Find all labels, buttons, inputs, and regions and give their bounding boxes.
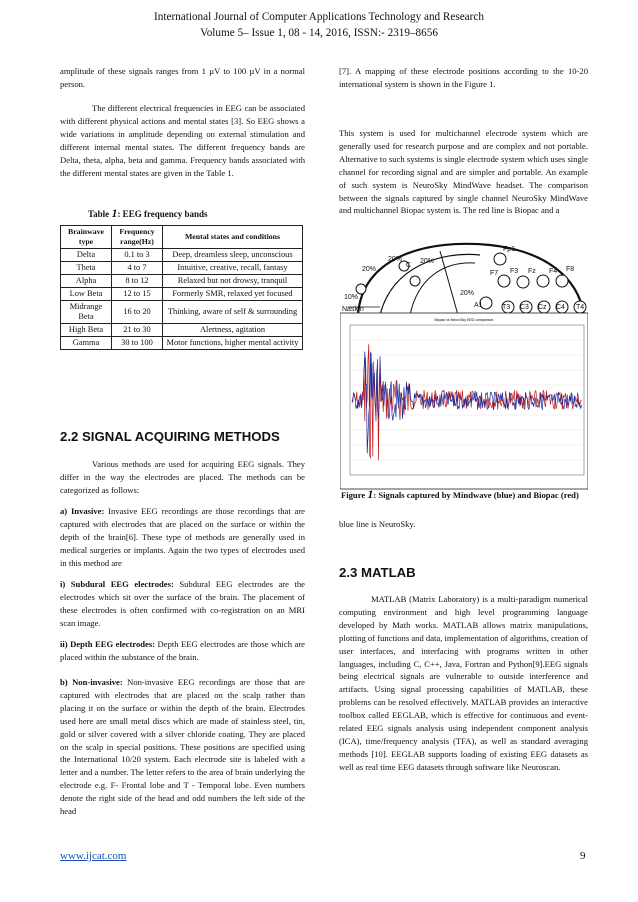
cell-type: Midrange Beta (61, 301, 112, 324)
right-para-3: blue line is NeuroSky. (339, 519, 416, 529)
cell-states: Motor functions, higher mental activity (163, 337, 303, 350)
table-row (61, 301, 303, 324)
head-label: C4 (556, 304, 565, 311)
table-row (61, 275, 303, 288)
cell-states: Deep, dreamless sleep, unconscious (163, 249, 303, 262)
table-row (61, 324, 303, 337)
journal-title: International Journal of Computer Applications Technology and Research (154, 11, 484, 23)
left-para-invasive: a) Invasive: Invasive EEG recordings are those recordings that are captured with electrodes that are placed on the surface or within the depth of the brain[6]. These type of methods are generally used in medical surgeries or implants. Again the two types of electrodes used in this method are (60, 506, 306, 568)
cell-freq: 16 to 20 (112, 301, 163, 324)
cell-states: Formerly SMR, relaxed yet focused (163, 288, 303, 301)
cell-freq: 12 to 15 (112, 288, 163, 301)
col-header-freq: Frequency range(Hz) (112, 226, 163, 249)
noninvasive-lead: b) Non-invasive: (60, 677, 123, 687)
cell-freq: 21 to 30 (112, 324, 163, 337)
table-caption: Table 1: EEG frequency bands (88, 206, 208, 220)
head-label: F7 (490, 270, 499, 277)
invasive-lead: a) Invasive: (60, 506, 105, 516)
head-label: 20% (460, 290, 475, 297)
cell-type: Delta (61, 249, 112, 262)
head-label: Nasion (342, 306, 364, 313)
head-label: Fz (528, 268, 536, 275)
table-row (61, 288, 303, 301)
section-heading-2-2: 2.2 SIGNAL ACQUIRING METHODS (60, 429, 280, 444)
plot-title: Biopac vs NeuroSky EEG comparison (434, 318, 494, 322)
cell-states: Intuitive, creative, recall, fantasy (163, 262, 303, 275)
table-row (61, 262, 303, 275)
page-number: 9 (580, 850, 586, 862)
eeg-bands-table (60, 225, 303, 350)
right-para-matlab: MATLAB (Matrix Laboratory) is a multi-paradigm numerical computing environment and high level programming language developed by Math works. MATLAB allows matrix manipulations, plotting of functions and data, implementation of algorithms, creation of user interfaces, and interfacing with programs written in other languages, including C, C++, Java, Fortran and Python[9].EEG signals being electrical signals are vulnerable to outside interference and artifacts. Using signal processing capabilities of MATLAB, these problems can be resolved effectively. MATLAB provides an interactive toolbox called EEGLAB, which is effective for continuous and event-related EEG signals analysis using independent component analysis (ICA), time/frequency analysis (TFA), as well as standard averaging methods [10]. EEGLAB supports loading of existing EEG datasets as well as real time EEG datasets through software like Neuroscan. (339, 594, 588, 772)
left-para-1: amplitude of these signals ranges from 1 µV to 100 µV in a normal person. (60, 66, 305, 89)
cell-freq: 8 to 12 (112, 275, 163, 288)
table-row (61, 249, 303, 262)
figure-1-graphic (340, 237, 588, 515)
head-label: Cz (538, 304, 547, 311)
cell-type: Gamma (61, 337, 112, 350)
head-label: F8 (566, 266, 575, 273)
left-para-noninvasive: b) Non-invasive: Non-invasive EEG recordings are those that are captured with electrodes that are placed on the scalp rather than placing it on the surface or within the depth of the brain. Electrodes used here are small metal discs which are made of stainless steel, tin, gold or silver covered with a silver chloride coating. They are placed on the scalp in special positions. These positions are specified using the International 10/20 system. Each electrode site is labeled with a letter and a number. The letter refers to the area of brain underlying the electrode e.g. F- Frontal lobe and T - Temporal lobe. Even numbers denote the right side of the head and odd numbers the left side of the head (60, 677, 305, 817)
left-para-2: The different electrical frequencies in EEG can be associated with different physical actions and mental states [3]. So EEG shows a wide variations in amplitude depending on external stimulation and different internal mental states. The different frequency bands are Delta, theta, alpha, beta and gamma. Frequency bands associated with the different mental states are given in the Table 1. (60, 103, 305, 178)
cell-states: Thinking, aware of self & surrounding (163, 301, 303, 324)
left-para-subdural: i) Subdural EEG electrodes: Subdural EEG electrodes are the electrodes which sit over the surface of the brain. The placement of these electrodes is often confirmed with co-registration on an MRI scan image. (60, 579, 305, 628)
section-heading-2-3: 2.3 MATLAB (339, 565, 416, 580)
journal-website-link[interactable]: www.ijcat.com (60, 850, 127, 862)
col-header-type: Brainwave type (61, 226, 112, 249)
head-label: C3 (520, 304, 529, 311)
electrode-head-diagram (340, 237, 588, 319)
head-label: F4 (549, 268, 558, 275)
head-label: F3 (510, 268, 519, 275)
cell-states: Alertness, agitation (163, 324, 303, 337)
table-row (61, 337, 303, 350)
head-label: C (406, 262, 412, 269)
figure-1 (340, 237, 588, 515)
cell-type: Alpha (61, 275, 112, 288)
head-label: T4 (576, 304, 585, 311)
cell-states: Relaxed but not drowsy, tranquil (163, 275, 303, 288)
subdural-lead: i) Subdural EEG electrodes: (60, 579, 174, 589)
depth-lead: ii) Depth EEG electrodes: (60, 639, 156, 649)
right-para-1: [7]. A mapping of these electrode positions according to the 10-20 international system is shown in the Figure 1. (339, 66, 588, 89)
right-para-2: This system is used for multichannel electrode system which are generally used for research purpose and are complex and not portable. Alternative to such systems is single electrode system which uses single channel for recording signal and are simpler and portable. An example of such system is NeuroSky MindWave headset. The comparison between the signals captured by single channel NeuroSky MindWave and multichannel Biopac system is. The red line is Biopac and a (339, 128, 588, 216)
left-para-depth: ii) Depth EEG electrodes: Depth EEG electrodes are those which are placed within the substance of the brain. (60, 639, 305, 662)
head-label: 10% (344, 294, 359, 301)
cell-type: Theta (61, 262, 112, 275)
cell-type: Low Beta (61, 288, 112, 301)
volume-line: Volume 5– Issue 1, 08 - 14, 2016, ISSN:- 2319–8656 (200, 27, 438, 39)
head-label: 20% (388, 256, 403, 263)
table-header-row (61, 226, 303, 249)
left-para-3: Various methods are used for acquiring EEG signals. They differ in the way the electrodes are placed. The methods can be categorized as follows: (60, 459, 305, 495)
cell-freq: 0.1 to 3 (112, 249, 163, 262)
head-label: T3 (502, 304, 511, 311)
col-header-states: Mental states and conditions (163, 226, 303, 249)
cell-freq: 4 to 7 (112, 262, 163, 275)
figure-caption: Figure 1: Signals captured by Mindwave (blue) and Biopac (red) (341, 487, 579, 501)
cell-type: High Beta (61, 324, 112, 337)
head-label: 20% (420, 258, 435, 265)
cell-freq: 30 to 100 (112, 337, 163, 350)
head-label: A1 (474, 302, 483, 309)
head-label: 20% (362, 266, 377, 273)
head-label: Fp1 (503, 246, 516, 253)
